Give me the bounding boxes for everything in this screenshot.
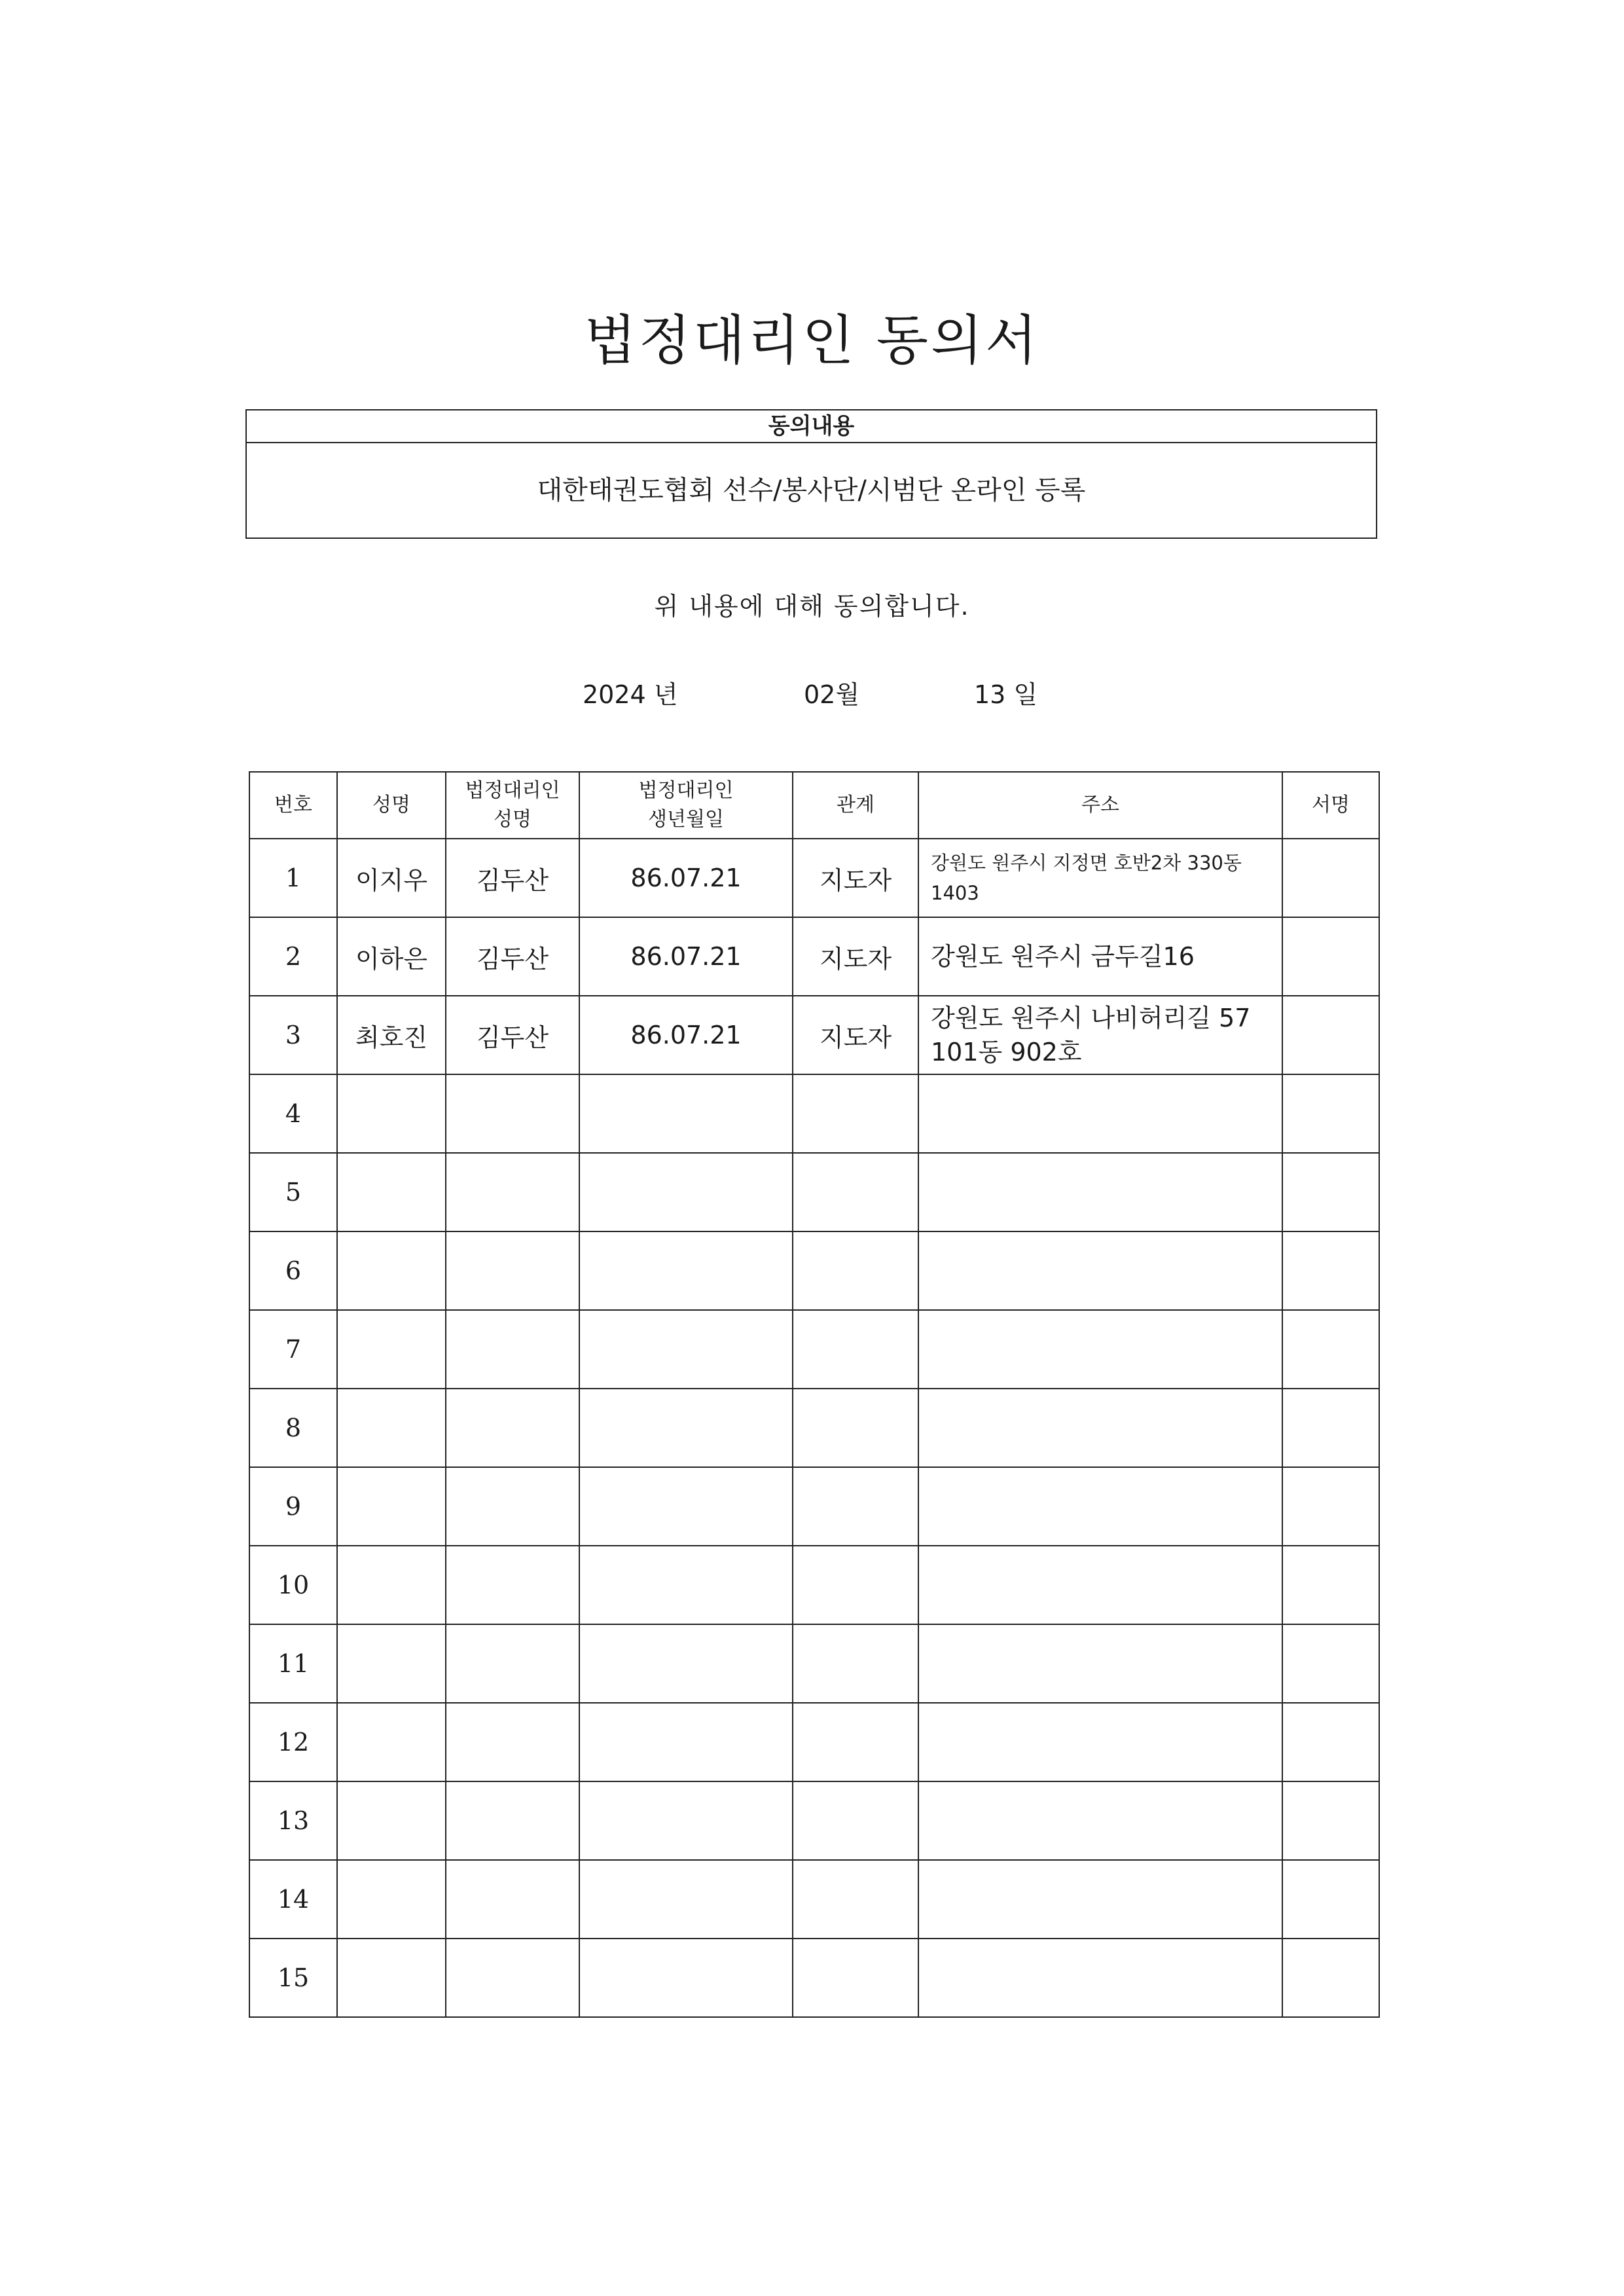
- cell-guardian-birth: [579, 1467, 793, 1546]
- table-row: [249, 1703, 1379, 1781]
- cell-no: 5: [249, 1153, 337, 1231]
- cell-guardian-name: [446, 1231, 579, 1310]
- cell-guardian-name: [446, 1624, 579, 1703]
- cell-address: [918, 1860, 1282, 1939]
- table-row: [249, 1860, 1379, 1939]
- cell-guardian-name: [446, 1074, 579, 1153]
- cell-guardian-birth: [579, 1153, 793, 1231]
- cell-relation: 지도자: [793, 917, 918, 996]
- date-month: 02월: [804, 680, 860, 709]
- cell-guardian-birth: [579, 1310, 793, 1389]
- cell-name: [337, 1310, 446, 1389]
- cell-guardian-birth: 86.07.21: [579, 996, 793, 1074]
- header-signature: 서명: [1282, 772, 1379, 839]
- cell-name: 이지우: [337, 839, 446, 917]
- cell-guardian-name: [446, 1860, 579, 1939]
- cell-no: 2: [249, 917, 337, 996]
- cell-name: [337, 1546, 446, 1624]
- cell-address: [918, 1624, 1282, 1703]
- cell-guardian-name: [446, 1467, 579, 1546]
- cell-guardian-name: 김두산: [446, 917, 579, 996]
- table-row: [249, 917, 1379, 996]
- cell-relation: [793, 1624, 918, 1703]
- table-row: [249, 1939, 1379, 2017]
- cell-address: [918, 1781, 1282, 1860]
- cell-relation: 지도자: [793, 996, 918, 1074]
- cell-address: [918, 1153, 1282, 1231]
- header-relation: 관계: [793, 772, 918, 839]
- date-year: 2024 년: [583, 680, 678, 709]
- cell-name: [337, 1781, 446, 1860]
- cell-signature: [1282, 1231, 1379, 1310]
- cell-signature: [1282, 1860, 1379, 1939]
- cell-name: [337, 1467, 446, 1546]
- cell-name: [337, 1231, 446, 1310]
- cell-address: [918, 1939, 1282, 2017]
- header-address: 주소: [918, 772, 1282, 839]
- cell-guardian-birth: [579, 1389, 793, 1467]
- cell-signature: [1282, 1546, 1379, 1624]
- cell-guardian-name: [446, 1153, 579, 1231]
- page-title: 법정대리인 동의서: [584, 309, 1040, 372]
- cell-guardian-birth: [579, 1703, 793, 1781]
- table-row: [249, 1310, 1379, 1389]
- cell-address: [918, 1231, 1282, 1310]
- cell-relation: [793, 1153, 918, 1231]
- consent-content: 대한태권도협회 선수/봉사단/시범단 온라인 등록: [537, 475, 1086, 505]
- cell-name: [337, 1939, 446, 2017]
- table-row: [249, 1074, 1379, 1153]
- cell-name: 최호진: [337, 996, 446, 1074]
- cell-guardian-birth: [579, 1074, 793, 1153]
- cell-signature: [1282, 996, 1379, 1074]
- cell-guardian-birth: [579, 1939, 793, 2017]
- cell-name: [337, 1074, 446, 1153]
- cell-signature: [1282, 1624, 1379, 1703]
- cell-signature: [1282, 1781, 1379, 1860]
- agree-statement: 위 내용에 대해 동의합니다.: [654, 592, 970, 621]
- cell-guardian-name: [446, 1939, 579, 2017]
- cell-signature: [1282, 1467, 1379, 1546]
- cell-no: 12: [249, 1703, 337, 1781]
- cell-guardian-birth: [579, 1231, 793, 1310]
- cell-no: 13: [249, 1781, 337, 1860]
- cell-signature: [1282, 839, 1379, 917]
- cell-guardian-birth: [579, 1860, 793, 1939]
- cell-no: 10: [249, 1546, 337, 1624]
- cell-address: 강원도 원주시 나비허리길 57 101동 902호: [918, 996, 1282, 1074]
- cell-relation: [793, 1860, 918, 1939]
- cell-signature: [1282, 1939, 1379, 2017]
- header-guardian-birth: 법정대리인 생년월일: [579, 772, 793, 839]
- cell-address: 강원도 원주시 금두길16: [918, 917, 1282, 996]
- cell-no: 8: [249, 1389, 337, 1467]
- cell-address: [918, 1467, 1282, 1546]
- consent-box: [245, 409, 1377, 539]
- cell-guardian-name: [446, 1310, 579, 1389]
- cell-address: 강원도 원주시 지정면 호반2차 330동1403: [918, 839, 1282, 917]
- cell-guardian-birth: [579, 1546, 793, 1624]
- cell-no: 3: [249, 996, 337, 1074]
- cell-address: [918, 1074, 1282, 1153]
- cell-relation: [793, 1546, 918, 1624]
- cell-relation: [793, 1389, 918, 1467]
- header-guardian-name: 법정대리인 성명: [446, 772, 579, 839]
- cell-name: [337, 1624, 446, 1703]
- cell-name: [337, 1703, 446, 1781]
- cell-guardian-birth: 86.07.21: [579, 839, 793, 917]
- cell-no: 14: [249, 1860, 337, 1939]
- table-header-row: [249, 772, 1379, 839]
- cell-name: 이하은: [337, 917, 446, 996]
- cell-name: [337, 1860, 446, 1939]
- cell-signature: [1282, 1703, 1379, 1781]
- cell-guardian-name: 김두산: [446, 996, 579, 1074]
- cell-address: [918, 1389, 1282, 1467]
- cell-guardian-name: [446, 1389, 579, 1467]
- table-row: [249, 1389, 1379, 1467]
- cell-no: 7: [249, 1310, 337, 1389]
- cell-address: [918, 1310, 1282, 1389]
- cell-no: 6: [249, 1231, 337, 1310]
- table-row: [249, 1467, 1379, 1546]
- cell-signature: [1282, 1074, 1379, 1153]
- cell-relation: [793, 1231, 918, 1310]
- cell-guardian-birth: [579, 1624, 793, 1703]
- cell-no: 11: [249, 1624, 337, 1703]
- cell-guardian-name: 김두산: [446, 839, 579, 917]
- cell-relation: [793, 1781, 918, 1860]
- cell-relation: [793, 1310, 918, 1389]
- cell-no: 9: [249, 1467, 337, 1546]
- consent-header: 동의내용: [247, 410, 1376, 443]
- header-no: 번호: [249, 772, 337, 839]
- cell-no: 15: [249, 1939, 337, 2017]
- cell-relation: 지도자: [793, 839, 918, 917]
- table-row: [249, 1546, 1379, 1624]
- cell-guardian-name: [446, 1703, 579, 1781]
- table-row: [249, 1624, 1379, 1703]
- cell-signature: [1282, 917, 1379, 996]
- cell-signature: [1282, 1389, 1379, 1467]
- cell-relation: [793, 1703, 918, 1781]
- cell-address: [918, 1546, 1282, 1624]
- cell-relation: [793, 1467, 918, 1546]
- cell-no: 4: [249, 1074, 337, 1153]
- cell-signature: [1282, 1153, 1379, 1231]
- table-row: [249, 996, 1379, 1074]
- cell-guardian-birth: 86.07.21: [579, 917, 793, 996]
- cell-relation: [793, 1939, 918, 2017]
- header-name: 성명: [337, 772, 446, 839]
- cell-name: [337, 1389, 446, 1467]
- date-day: 13 일: [974, 680, 1038, 709]
- cell-no: 1: [249, 839, 337, 917]
- cell-name: [337, 1153, 446, 1231]
- cell-guardian-name: [446, 1781, 579, 1860]
- table-row: [249, 839, 1379, 917]
- cell-guardian-name: [446, 1546, 579, 1624]
- table-row: [249, 1231, 1379, 1310]
- roster-table: [249, 771, 1380, 2018]
- cell-address: [918, 1703, 1282, 1781]
- table-row: [249, 1153, 1379, 1231]
- table-row: [249, 1781, 1379, 1860]
- cell-relation: [793, 1074, 918, 1153]
- cell-signature: [1282, 1310, 1379, 1389]
- cell-guardian-birth: [579, 1781, 793, 1860]
